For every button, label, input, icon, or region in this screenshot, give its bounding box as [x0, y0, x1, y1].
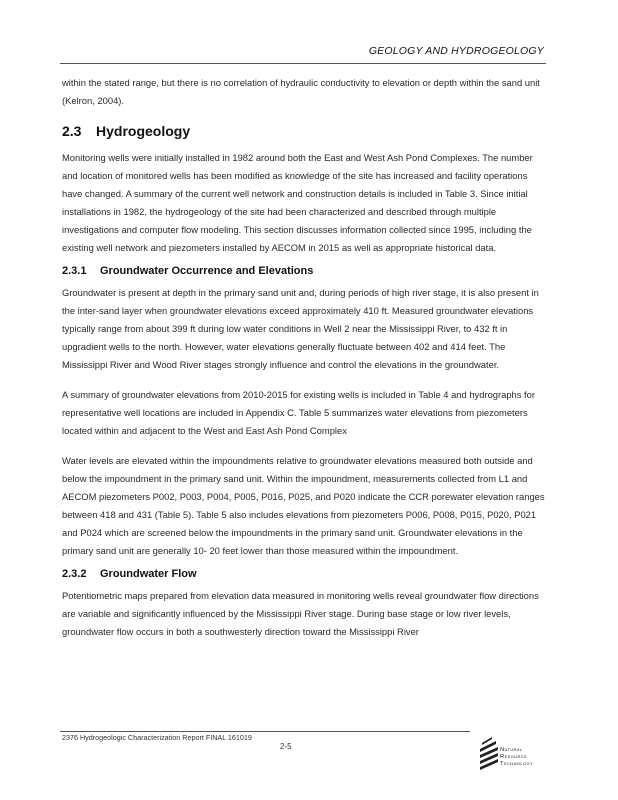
footer-document-title: 2376 Hydrogeologic Characterization Report FINAL 161019	[62, 733, 252, 742]
section-number: 2.3.1	[62, 265, 87, 277]
section-number: 2.3	[62, 123, 82, 139]
footer-rule	[60, 731, 470, 732]
running-header: GEOLOGY AND HYDROGEOLOGY	[368, 45, 544, 57]
header-rule	[60, 63, 546, 64]
section-title: Hydrogeology	[96, 123, 191, 139]
paragraph-groundwater-flow: Potentiometric maps prepared from elevation data measured in monitoring wells reveal groundwater flow directions are variable and significantly influenced by the Mississippi River stage. During base stage or low river levels, groundwater flow occurs in both a southwesterly direction toward the Mississippi River	[62, 590, 539, 637]
logo-line-2: Resource	[500, 754, 528, 760]
section-title: Groundwater Flow	[100, 568, 197, 580]
section-heading-2-3	[62, 123, 545, 149]
section-heading-2-3-1	[62, 265, 545, 277]
company-logo	[478, 733, 548, 773]
logo-wordmark	[500, 747, 533, 768]
logo-line-3: Technology	[500, 761, 534, 767]
paragraph-monitoring-wells: Monitoring wells were initially installed in 1982 around both the East and West Ash Pond Complexes. The number and location of monitored wells has been modified as knowledge of the site has increased and facility operations have changed. A summary of the current well network and construction details is included in Table 3. Since initial installations in 1982, the hydrogeology of the site had been characterized and described through multiple investigations and computer flow modeling. This section discusses information collected since 1995, including the existing well network and piezometers installed by AECOM in 2015 as well as appropriate historical data.	[62, 152, 533, 253]
logo-line-1: Natural	[500, 747, 523, 753]
paragraph-elevation-summary: A summary of groundwater elevations from 2010-2015 for existing wells is included in Table 4 and hydrographs for representative well locations are included in Appendix C. Table 5 summarizes water elevations from piezometers located within and adjacent to the West and East Ash Pond Complex	[62, 389, 535, 436]
section-number: 2.3.2	[62, 568, 87, 580]
paragraph-groundwater-presence: Groundwater is present at depth in the primary sand unit and, during periods of high river stage, it is also present in the inter-sand layer when groundwater elevations exceed approximately 410 ft. Measured groundwater elevations typically range from about 399 ft during low water conditions in Well 2 near the Mississippi River, to 432 ft in upgradient wells to the north. However, water elevations generally fluctuate between 402 and 414 feet. The Mississippi River and Wood River stages strongly influence and control the elevations in the groundwater.	[62, 287, 539, 370]
footer-page-number: 2-5	[280, 742, 292, 751]
page-body	[62, 74, 545, 641]
paragraph-intro: within the stated range, but there is no correlation of hydraulic conductivity to elevation or depth within the sand unit (Kelron, 2004).	[62, 77, 540, 106]
paragraph-water-levels: Water levels are elevated within the impoundments relative to groundwater elevations measured both outside and below the impoundment in the primary sand unit. Within the impoundment, measurements collected from L1 and AECOM piezometers P002, P003, P004, P005, P016, P025, and P020 indicate the CCR porewater elevation ranges between 418 and 431 (Table 5). Table 5 also includes elevations from piezometers P006, P008, P015, P020, P021 and P024 which are screened below the impoundments in the primary sand unit. Groundwater elevations in the primary sand unit are generally 10- 20 feet lower than those measured within the impoundment.	[62, 455, 545, 556]
section-heading-2-3-2	[62, 568, 545, 580]
section-title: Groundwater Occurrence and Elevations	[100, 265, 314, 277]
logo-mark-icon	[478, 733, 500, 771]
